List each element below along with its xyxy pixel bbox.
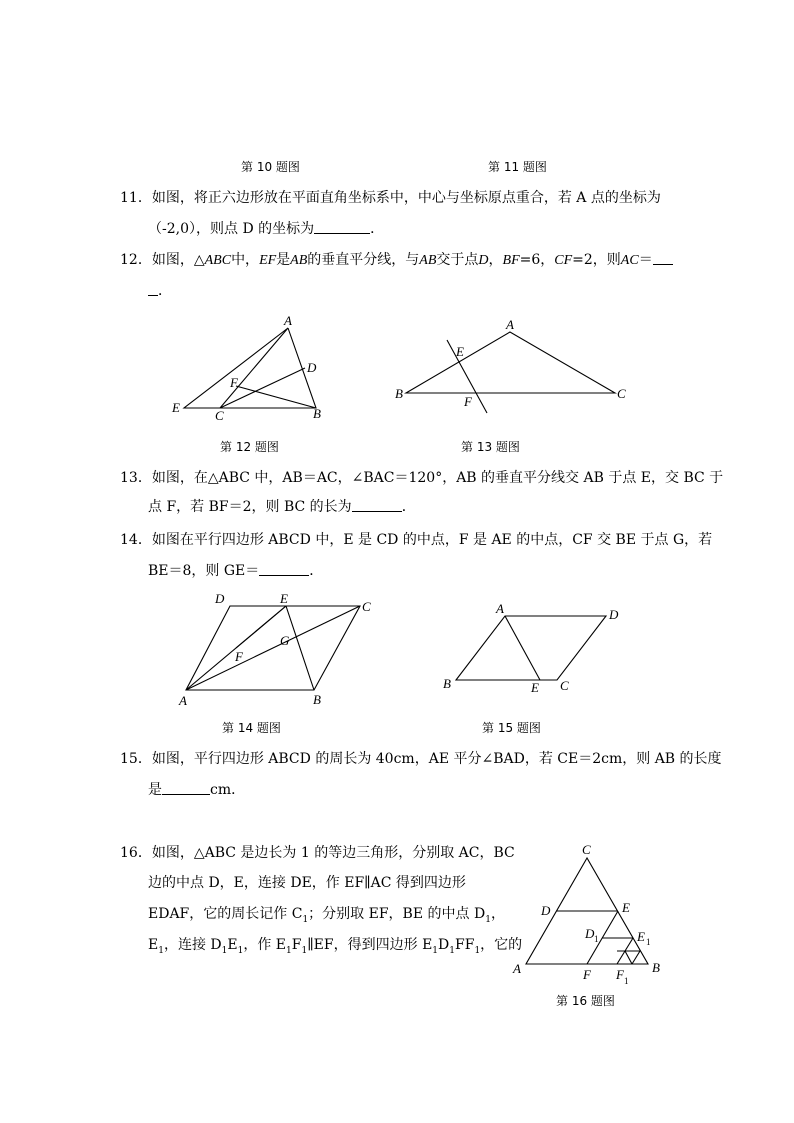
label-C: C [215, 408, 224, 423]
question-15: 15．如图，平行四边形 ABCD 的周长为 40cm，AE 平分∠BAD，若 CE＝2cm，则 AB 的长度 [120, 751, 722, 767]
caption-fig12: 第 12 题图 [220, 440, 279, 454]
label-B: B [395, 386, 403, 401]
label-B: B [652, 960, 660, 975]
label-E: E [456, 344, 464, 359]
label-G: G [280, 633, 290, 648]
question-15-line2: 是 cm． [148, 782, 246, 798]
label-B: B [443, 676, 451, 691]
caption-fig10: 第 10 题图 [241, 160, 300, 174]
question-14-line2: BE＝8，则 GE＝ ． [148, 563, 324, 579]
question-16-line3: EDAF，它的周长记作 $C_1$；分别取 EF，BE 的中点 $D_1$， [148, 906, 505, 925]
label-D: D [609, 607, 619, 622]
label-A: A [513, 961, 521, 976]
label-D1-sub: 1 [594, 934, 599, 944]
answer-blank[interactable] [259, 563, 309, 576]
question-13-line2: 点 F，若 BF＝2，则 BC 的长为 ． [148, 499, 416, 515]
label-F1-sub: 1 [624, 976, 629, 986]
caption-fig16: 第 16 题图 [556, 994, 615, 1008]
label-E: E [280, 591, 288, 606]
caption-fig14: 第 14 题图 [222, 721, 281, 735]
label-A: A [284, 313, 292, 328]
label-F: F [464, 394, 472, 409]
label-F1: F [616, 967, 624, 982]
caption-fig11: 第 11 题图 [488, 160, 547, 174]
label-C: C [617, 386, 626, 401]
question-11: 11．如图，将正六边形放在平面直角坐标系中，中心与坐标原点重合，若 A 点的坐标为 [120, 190, 661, 206]
label-F: F [583, 967, 591, 982]
label-A: A [496, 601, 504, 616]
label-C: C [582, 842, 591, 857]
label-E1-sub: 1 [646, 937, 651, 947]
question-16-line4: $E_1$，连接 $D_1E_1$，作 $E_1F_1\parallel EF$，得到四边形 $E_1D_1FF_1$，它的 [148, 937, 523, 956]
label-F: F [235, 649, 243, 664]
answer-blank[interactable] [162, 782, 210, 795]
label-F: F [230, 375, 238, 390]
label-C: C [560, 678, 569, 693]
label-E: E [172, 400, 180, 415]
caption-fig15: 第 15 题图 [482, 721, 541, 735]
label-D: D [541, 903, 551, 918]
label-D: D [215, 591, 225, 606]
question-12-line2: ． [148, 283, 172, 299]
question-16: 16．如图，△ABC 是边长为 1 的等边三角形，分别取 AC，BC [120, 845, 515, 861]
question-14: 14．如图在平行四边形 ABCD 中，E 是 CD 的中点，F 是 AE 的中点，CF 交 BE 于点 G，若 [120, 532, 713, 548]
question-11-line2: （-2,0），则点 D 的坐标为 ． [148, 221, 385, 237]
question-12: 12．如图，△ABC中，EF是AB的垂直平分线，与AB交于点D，BF=6，CF=2，则AC＝ [120, 252, 673, 269]
label-D: D [307, 360, 317, 375]
label-B: B [313, 406, 321, 421]
label-D1: D [585, 926, 595, 941]
label-E1: E [637, 929, 645, 944]
label-B: B [313, 692, 321, 707]
label-E: E [622, 900, 630, 915]
question-13: 13．如图，在△ABC 中，AB＝AC，∠BAC＝120°，AB 的垂直平分线交 AB 于点 E，交 BC 于 [120, 470, 724, 486]
answer-blank[interactable] [352, 499, 402, 512]
caption-fig13: 第 13 题图 [461, 440, 520, 454]
label-C: C [362, 599, 371, 614]
label-A: A [179, 693, 187, 708]
question-16-line2: 边的中点 D，E，连接 DE，作 EF∥AC 得到四边形 [148, 875, 466, 891]
label-E: E [531, 680, 539, 695]
label-A: A [506, 317, 514, 332]
